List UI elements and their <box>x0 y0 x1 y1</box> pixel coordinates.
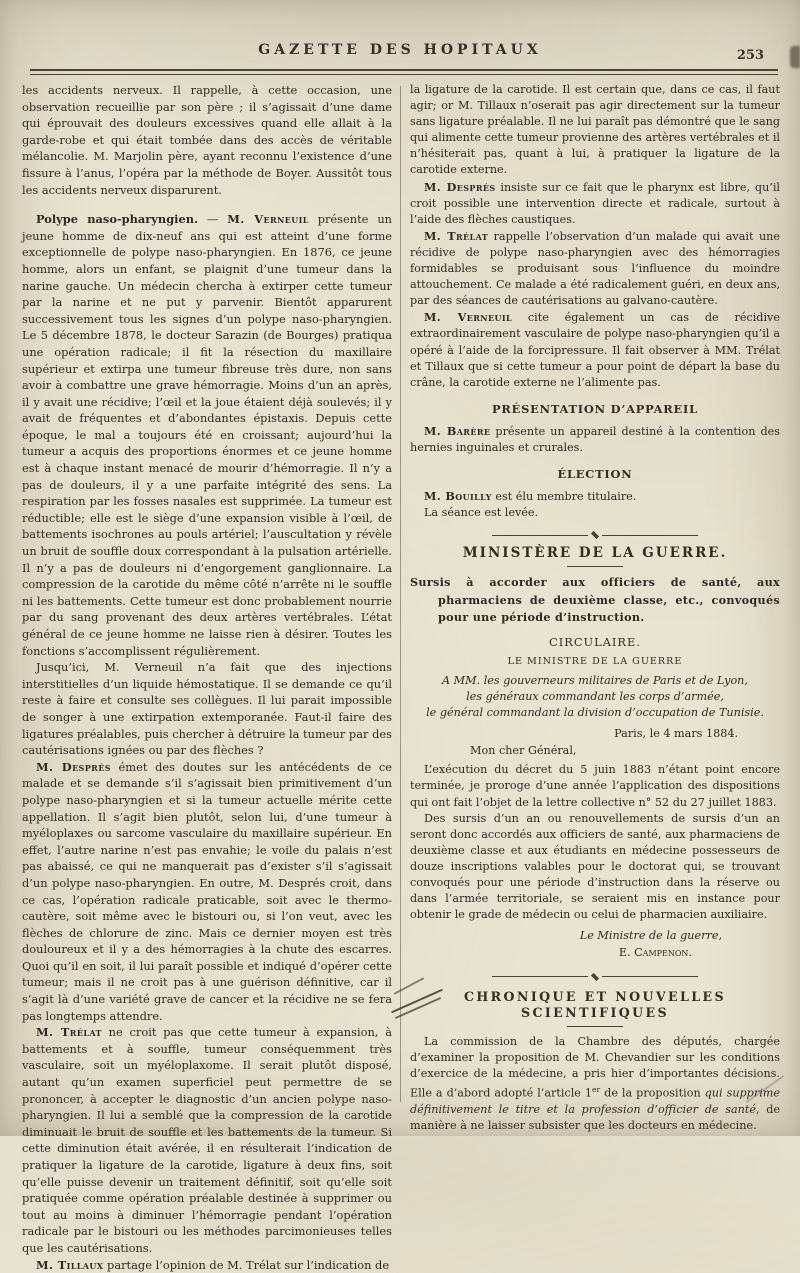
paragraph-seance-levee <box>410 505 780 521</box>
separator-line <box>492 535 588 536</box>
heading-presentation-appareil: PRÉSENTATION D’APPAREIL <box>492 401 698 416</box>
text-segment: insiste sur ce fait que le pharynx est libre, qu’il croit possible une intervention directe et radicale, surtout à l’aide des flèches caustiques. <box>410 180 780 226</box>
heading-chronique: CHRONIQUE ET NOUVELLES SCIENTIFIQUES <box>463 988 727 1020</box>
rule-short <box>567 1026 623 1027</box>
heading-circulaire: CIRCULAIRE. <box>549 634 641 649</box>
text-segment: émet des doutes sur les antécédents de ce malade et se demande s’il s’agissait bien primitivement d’un polype naso-pharyngien et si la tumeur actuelle mérite cette appellation. Il s’agit bien plutôt, selon lui, d’une tumeur à myéloplaxes ou sarcome vasculaire du maxillaire supérieur. En effet, l’autre narine n’est pas envahie; le voile du palais n’est pas abaissé, ce qui ne manquerait pas d’exister s’il s’agissait d’un polype naso-pharyngien. En outre, M. Després croit, dans ce cas, l’opération radicale praticable, soit avec le thermo-cautère, soit même avec le bistouri ou, si l’on veut, avec les flèches de chlorure de zinc. Mais ce dernier moyen est très douloureux et il y a des hémorragies à la chute des escarres. Quoi qu’il en soit, il lui paraît possible et indiqué d’opérer cette tumeur; mais il ne croit pas à une guérison définitive, car il s’agit là d’une variété grave de cancer et la récidive ne se fera pas longtemps attendre. <box>22 759 392 1023</box>
page-edge-smudge <box>790 46 800 68</box>
separator-diamond-glyph <box>591 972 599 980</box>
text-segment: présente un jeune homme de dix-neuf ans qui est atteint d’une forme exceptionnelle de polype naso-pharyngien. En 1876, ce jeune homme, alors un enfant, se plaignit d’une tumeur dans la narine gauche. Un médecin chercha à extirper cette tumeur par la narine et ne put y parvenir. Bientôt apparurent successivement tous les signes d’un polype naso-pharyngien. Le 5 décembre 1878, le docteur Sarazin (de Bourges) pratiqua une opération radicale; il fit la résection du maxillaire supérieur et extirpa une tumeur fibreuse très dure, non sans avoir à combattre une grave hémorragie. Moins d’un an après, il y avait une récidive; l’œil et la joue étaient déjà soulevés; il y avait de fréquentes et d’abondantes épistaxis. Depuis cette époque, le mal a toujours été en croissant; aujourd’hui la tumeur a acquis des proportions énormes et ce jeune homme est à chaque instant menacé de mourir d’hémorragie. Il n’y a pas de douleurs, il y a une parfaite intégrité des sens. La respiration par les fosses nasales est supprimée. La tumeur est réductible; elle est le siège d’une expansion visible à l’œil, de battements isochrones au pouls artériel; l’auscultation y révèle un bruit de souffle doux correspondant à la pulsation artérielle. Il n’y a pas de douleurs ni d’engorgement ganglionnaire. La compression de la carotide du même côté n’arrête ni le souffle ni les battements. Cette tumeur est donc probablement nourrie par du sang provenant des deux artères vertébrales. L’état général de ce jeune homme ne laisse rien à désirer. Toutes les fonctions s’accomplissent régulièrement. <box>22 212 392 658</box>
text-segment: M. Verneuil <box>227 212 309 227</box>
text-segment: de la proposition <box>600 1086 705 1100</box>
date-line: Paris, le 4 mars 1884. <box>614 727 738 741</box>
header-double-rule <box>30 69 778 75</box>
paragraph-accidents-nerveux <box>22 82 392 198</box>
address-line: le général commandant la division d’occupation de Tunisie. <box>426 706 764 720</box>
column-divider-rule <box>400 86 401 1102</box>
separator-diamond <box>410 532 780 538</box>
separator-diamond-glyph <box>591 531 599 539</box>
text-segment: présente un appareil destiné à la contention des hernies inguinales et crurales. <box>410 424 780 454</box>
page-content <box>22 82 780 1272</box>
text-segment: M. Trélat <box>424 228 489 243</box>
text-segment: M. Després <box>36 759 111 774</box>
heading-ministere-guerre: MINISTÈRE DE LA GUERRE. <box>462 545 728 562</box>
paragraph-jusquici <box>22 659 392 759</box>
text-segment: La séance est levée. <box>424 506 539 520</box>
text-segment: Jusqu’ici, M. Verneuil n’a fait que des injections interstitielles d’un liquide hémostatique. Il se demande ce qu’il reste à faire et consulte ses collègues. Il lui parait impossible de songer à une extirpation extemporanée. Faut-il faire des ligatures préalables, puis chercher à détruire la tumeur par des cautérisations ignées ou par des flèches ? <box>22 660 392 758</box>
heading-election: ÉLECTION <box>557 467 633 482</box>
page-number: 253 <box>736 48 764 63</box>
text-segment: — <box>197 212 228 227</box>
text-segment: les accidents nerveux. Il rappelle, à cette occasion, une observation recueillie par son père ; il s’agissait d’une dame qui éprouvait des douleurs excessives quand elle allait à la garde-robe et qui était tombée dans des accès de véritable mélancolie. M. Marjolin père, ayant reconnu l’existence d’une fissure à l’anus, l’opéra par la méthode de Boyer. Aussitôt tous les accidents nerveux disparurent. <box>22 83 392 197</box>
separator-line <box>492 976 588 977</box>
text-segment: L’exécution du décret du 5 juin 1883 n’étant point encore terminée, je proroge d’une année l’application des dispositions qui ont fait l’objet de la lettre collective n° 52 du 27 juillet 1883. <box>410 763 780 809</box>
address-line: A MM. les gouverneurs militaires de Paris et de Lyon, <box>442 673 748 687</box>
rule-short <box>567 566 623 567</box>
separator-line <box>602 976 698 977</box>
address-line: les généraux commandant les corps d’armée, <box>466 690 724 703</box>
paragraph-tillaux <box>22 1257 392 1273</box>
paragraph-verneuil-cite <box>410 309 780 390</box>
text-segment: er <box>592 1084 601 1094</box>
text-segment: rappelle l’observation d’un malade qui avait une récidive de polype naso-pharyngien avec des hémorragies formidables se produisant sous l’influence du moindre attouchement. Ce malade a été radicalement guéri, en deux ans, par des séances de cautérisations au galvano-cautère. <box>410 229 780 308</box>
journal-title: GAZETTE DES HOPITAUX <box>258 42 542 58</box>
text-segment: la ligature de la carotide. Il est certain que, dans ce cas, il faut agir; or M. Tillaux n’oserait pas agir directement sur la tumeur sans ligature préalable. Il ne lui paraît pas démontré que le sang qui alimente cette tumeur provienne des artères vertébrales et il n’hésiterait pas, quant à lui, à pratiquer la ligature de la carotide externe. <box>410 83 780 177</box>
text-segment: La commission de la Chambre des députés, chargée d’examiner la proposition de M. Chevandier sur les conditions d’exercice de la médecine, a pris hier d’importantes décisions. Elle a d’abord adopté l’article 1 <box>410 1034 780 1100</box>
text-segment: , de manière à ne laisser subsister que les docteurs en médecine. <box>410 1102 780 1132</box>
paragraph-polype-verneuil <box>22 211 392 659</box>
paragraph-commission-chambre <box>410 1034 780 1134</box>
spacer <box>410 521 780 525</box>
text-segment: Sursis à accorder aux officiers de santé, aux pharmaciens de deuxième classe, etc., convoqués pour une période d’instruction. <box>410 575 780 624</box>
paragraph-trelat-rappelle <box>410 228 780 309</box>
text-segment: M. Bouilly <box>424 489 492 504</box>
text-segment: M. Verneuil <box>424 310 513 325</box>
paragraph-despres-insiste <box>410 179 780 228</box>
spacer <box>22 198 392 211</box>
column-left <box>22 82 392 1272</box>
column-right <box>410 82 780 1132</box>
paragraph-execution-decret <box>410 762 780 810</box>
text-segment: M. Barère <box>424 423 491 438</box>
salutation-line: Mon cher Général, <box>470 744 577 758</box>
text-segment: M. Tillaux <box>36 1257 104 1272</box>
paragraph-barere <box>410 423 780 456</box>
paragraph-despres-doutes <box>22 759 392 1025</box>
separator-line <box>602 535 698 536</box>
text-segment: ne croit pas que cette tumeur à expansion, à battements et à souffle, tumeur conséquemment très vasculaire, soit un myéloplaxome. Il serait plutôt disposé, autant qu’un examen superficiel peut permettre de se prononcer, à accepter le diagnostic d’un ancien polype naso-pharyngien. Il lui a semblé que la compression de la carotide diminuait le bruit de souffle et les battements de la tumeur. Si cette diminution était avérée, il en résulterait l’indication de pratiquer la ligature de la carotide, ligature à deux fins, soit qu’elle puisse devenir un traitement définitif, soit qu’elle soit pratiquée comme opération préalable destinée à supprimer ou tout au moins à diminuer l’hémorragie pendant l’opération radicale par le bistouri ou les méthodes parcimonieuses telles que les cautérisations. <box>22 1025 392 1255</box>
text-segment: partage l’opinion de M. Trélat sur l’indication de <box>103 1257 390 1272</box>
paragraph-sursis-titre <box>410 574 780 625</box>
separator-diamond <box>410 974 780 980</box>
paragraph-bouilly <box>410 488 780 505</box>
heading-le-ministre: LE MINISTRE DE LA GUERRE <box>507 655 683 667</box>
paragraph-des-sursis <box>410 811 780 924</box>
signature-role: Le Ministre de la guerre, <box>579 929 722 943</box>
paragraph-ligature-suite <box>410 82 780 179</box>
text-segment: Des sursis d’un an ou renouvellements de sursis d’un an seront donc accordés aux officiers de santé, aux pharmaciens de deuxième classe et aux étudiants en médecine possesseurs de douze inscriptions valables pour le doctorat qui, se trouvant convoqués pour une période d’instruction dans la réserve ou dans l’armée territoriale, se seraient mis en instance pour obtenir le grade de médecin ou celui de pharmacien auxiliaire. <box>410 811 780 922</box>
spacer <box>410 962 780 967</box>
paragraph-trelat-avis <box>22 1024 392 1256</box>
text-segment: qui supprime définitivement le titre et la profession d’officier de santé <box>410 1086 780 1116</box>
text-segment: M. Després <box>424 179 496 194</box>
text-segment: est élu membre titulaire. <box>491 490 637 504</box>
text-segment: Polype naso-pharyngien. <box>36 212 198 227</box>
text-segment: M. Trélat <box>36 1025 102 1040</box>
signature-name: E. Campenon. <box>618 946 692 960</box>
text-segment: cite également un cas de récidive extraordinairement vasculaire de polype naso-pharyngien qu’il a opéré à l’aide de la forcipressure. Il fait observer à MM. Trélat et Tillaux que si cette tumeur a pour point de départ la base du crâne, la carotide externe ne l’alimente pas. <box>410 311 780 389</box>
